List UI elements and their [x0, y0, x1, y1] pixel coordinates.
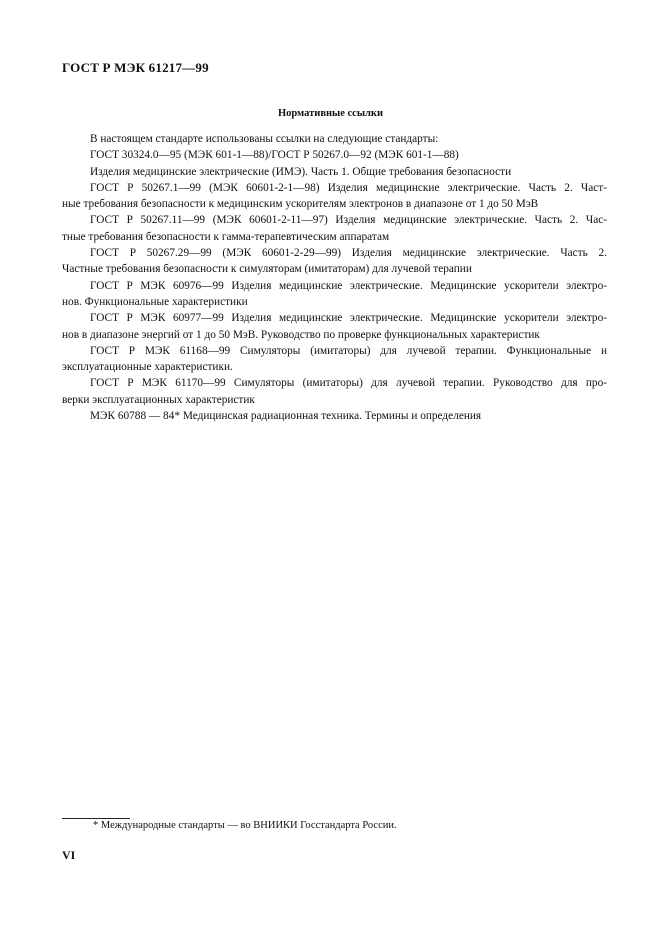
- body-line: нов в диапазоне энергий от 1 до 50 МэВ. Руководство по проверке функциональных характеристик: [62, 328, 540, 341]
- body-line: ГОСТ Р МЭК 61170—99 Симуляторы (имитаторы) для лучевой терапии. Руководство для про-: [90, 377, 607, 390]
- body-line: ные требования безопасности к медицинским ускорителям электронов в диапазоне от 1 до 50 МэВ: [62, 198, 539, 211]
- body-line: ГОСТ Р МЭК 60977—99 Изделия медицинские электрические. Медицинские ускорители электро-: [90, 312, 607, 325]
- footnote: * Международные стандарты — во ВНИИКИ Госстандарта России.: [93, 820, 397, 831]
- body-line: ГОСТ Р МЭК 60976—99 Изделия медицинские электрические. Медицинские ускорители электро-: [90, 279, 607, 292]
- section-title: Нормативные ссылки: [277, 108, 384, 119]
- body-line: ГОСТ 30324.0—95 (МЭК 601-1—88)/ГОСТ Р 50267.0—92 (МЭК 601-1—88): [90, 149, 459, 162]
- body-line: ГОСТ Р МЭК 61168—99 Симуляторы (имитаторы) для лучевой терапии. Функциональные и: [90, 344, 607, 357]
- body-line: эксплуатационные характеристики.: [62, 361, 233, 374]
- body-line: В настоящем стандарте использованы ссылки на следующие стандарты:: [90, 133, 439, 145]
- body-line: ГОСТ Р 50267.29—99 (МЭК 60601-2-29—99) Изделия медицинские электрические. Часть 2.: [90, 247, 607, 260]
- body-line: Изделия медицинские электрические (ИМЭ). Часть 1. Общие требования безопасности: [90, 165, 512, 178]
- body-line: МЭК 60788 — 84* Медицинская радиационная техника. Термины и определения: [90, 410, 482, 423]
- body-line: тные требования безопасности к гамма-терапевтическим аппаратам: [62, 230, 390, 243]
- document-code-header: ГОСТ Р МЭК 61217—99: [62, 60, 209, 75]
- body-line: Частные требования безопасности к симуляторам (имитаторам) для лучевой терапии: [62, 263, 472, 276]
- body-line: нов. Функциональные характеристики: [62, 295, 248, 308]
- body-line: ГОСТ Р 50267.11—99 (МЭК 60601-2-11—97) Изделия медицинские электрические. Часть 2. Час-: [90, 214, 607, 227]
- references-body: [62, 131, 607, 424]
- body-line: ГОСТ Р 50267.1—99 (МЭК 60601-2-1—98) Изделия медицинские электрические. Часть 2. Част-: [90, 181, 607, 194]
- page-number: VI: [62, 848, 76, 862]
- footnote-divider: [62, 818, 130, 819]
- body-line: верки эксплуатационных характеристик: [62, 393, 255, 406]
